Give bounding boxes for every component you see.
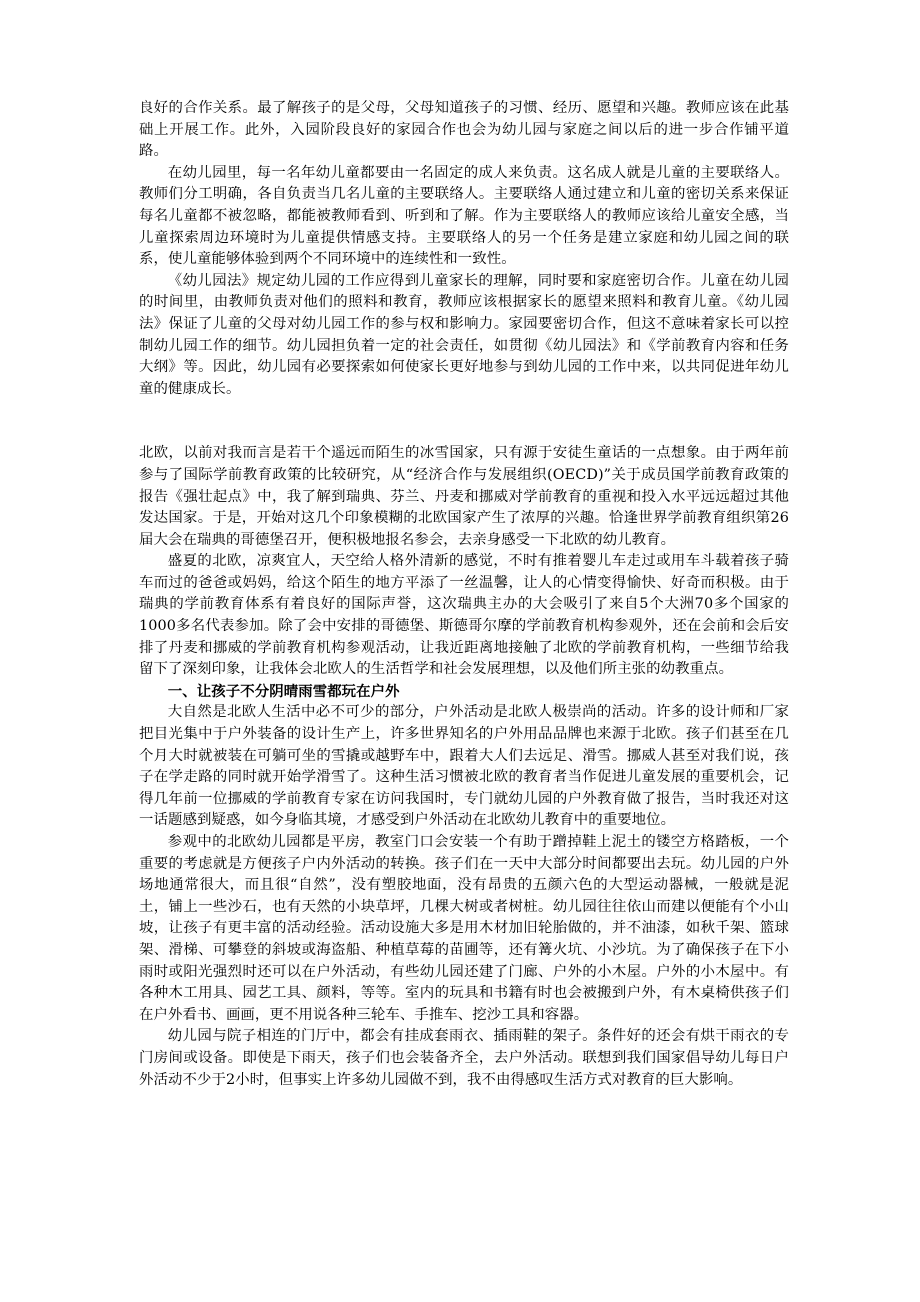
paragraph-home-cooperation-continued: 良好的合作关系。最了解孩子的是父母，父母知道孩子的习惯、经历、愿望和兴趣。教师应该在此基础上开展工作。此外，入园阶段良好的家园合作也会为幼儿园与家庭之间以后的进一步合作铺平道路。 (139, 100, 789, 160)
paragraph-key-contact-person: 在幼儿园里，每一名年幼儿童都要由一名固定的成人来负责。这名成人就是儿童的主要联络人。教师们分工明确，各自负责当几名儿童的主要联络人。主要联络人通过建立和儿童的密切关系来保证每名儿童都不被忽略，都能被教师看到、听到和了解。作为主要联络人的教师应该给儿童安全感，当儿童探索周边环境时为儿童提供情感支持。主要联络人的另一个任务是建立家庭和幼儿园之间的联系，使儿童能够体验到两个不同环境中的连续性和一致性。 (139, 164, 789, 268)
paragraph-nature-outdoor: 大自然是北欧人生活中必不可少的部分，户外活动是北欧人极崇尚的活动。许多的设计师和厂家把目光集中于户外装备的设计生产上，许多世界知名的户外用品品牌也来源于北欧。孩子们甚至在几个月大时就被装在可躺可坐的雪撬或越野车中，跟着大人们去远足、滑雪。挪威人甚至对我们说，孩子在学走路的同时就开始学滑雪了。这种生活习惯被北欧的教育者当作促进儿童发展的重要机会，记得几年前一位挪威的学前教育专家在访问我国时，专门就幼儿园的户外教育做了报告，当时我还对这一话题感到疑惑，如今身临其境，才感受到户外活动在北欧幼儿教育中的重要地位。 (139, 704, 789, 829)
paragraph-kindergarten-facilities: 参观中的北欧幼儿园都是平房，教室门口会安装一个有助于蹭掉鞋上泥土的镂空方格踏板，一个重要的考虑就是方便孩子户内外活动的转换。孩子们在一天中大部分时间都要出去玩。幼儿园的户外场地通常很大，而且很“自然”，没有塑胶地面，没有昂贵的五颜六色的大型运动器械，一般就是泥土，铺上一些沙石，也有天然的小块草坪，几棵大树或者树桩。幼儿园往往依山而建以便能有个小山坡，让孩子有更丰富的活动经验。活动设施大多是用木材加旧轮胎做的，并不油漆，如秋千架、篮球架、滑梯、可攀登的斜坡或海盗船、种植草莓的苗圃等，还有篝火坑、小沙坑。为了确保孩子在下小雨时或阳光强烈时还可以在户外活动，有些幼儿园还建了门廊、户外的小木屋。户外的小木屋中。有各种木工用具、园艺工具、颜料，等等。室内的玩具和书籍有时也会被搬到户外，有木桌椅供孩子们在户外看书、画画，更不用说各种三轮车、手推车、挖沙工具和容器。 (139, 834, 789, 1023)
document-page (139, 98, 789, 1091)
section-heading-outdoor-play: 一、让孩子不分阴晴雨雪都玩在户外 (167, 682, 400, 700)
paragraph-nordic-intro: 北欧，以前对我而言是若干个遥远而陌生的冰雪国家，只有源于安徒生童话的一点想象。由于两年前参与了国际学前教育政策的比较研究，从“经济合作与发展组织(OECD)”关于成员国学前教育政策的报告《强壮起点》中，我了解到瑞典、芬兰、丹麦和挪威对学前教育的重视和投入水平远远超过其他发达国家。于是，开始对这几个印象模糊的北欧国家产生了浓厚的兴趣。恰逢世界学前教育组织第26届大会在瑞典的哥德堡召开，便积极地报名参会，去亲身感受一下北欧的幼儿教育。 (139, 445, 789, 548)
paragraph-summer-nordic: 盛夏的北欧，凉爽宜人，天空给人格外清新的感觉，不时有推着婴儿车走过或用车斗载着孩子骑车而过的爸爸或妈妈，给这个陌生的地方平添了一丝温馨，让人的心情变得愉快、好奇而积极。由于瑞典的学前教育体系有着良好的国际声誉，这次瑞典主办的大会吸引了来自5个大洲70多个国家的1000多名代表参加。除了会中安排的哥德堡、斯德哥尔摩的学前教育机构参观外，还在会前和会后安排了丹麦和挪威的学前教育机构参观活动，让我近距离地接触了北欧的学前教育机构，一些细节给我留下了深刻印象，让我体会北欧人的生活哲学和社会发展理想，以及他们所主张的幼教重点。 (139, 553, 789, 678)
paragraph-rain-gear: 幼儿园与院子相连的门厅中，都会有挂成套雨衣、插雨鞋的架子。条件好的还会有烘干雨衣的专门房间或设备。即使是下雨天，孩子们也会装备齐全，去户外活动。联想到我们国家倡导幼儿每日户外活动不少于2小时，但事实上许多幼儿园做不到，我不由得感叹生活方式对教育的巨大影响。 (139, 1028, 789, 1088)
section-divider-space (139, 400, 789, 443)
paragraph-kindergarten-law: 《幼儿园法》规定幼儿园的工作应得到儿童家长的理解，同时要和家庭密切合作。儿童在幼儿园的时间里，由教师负责对他们的照料和教育，教师应该根据家长的愿望来照料和教育儿童。《幼儿园法》保证了儿童的父母对幼儿园工作的参与权和影响力。家园要密切合作，但这不意味着家长可以控制幼儿园工作的细节。幼儿园担负着一定的社会责任，如贯彻《幼儿园法》和《学前教育内容和任务大纲》等。因此，幼儿园有必要探索如何使家长更好地参与到幼儿园的工作中来，以共同促进年幼儿童的健康成长。 (139, 272, 789, 397)
